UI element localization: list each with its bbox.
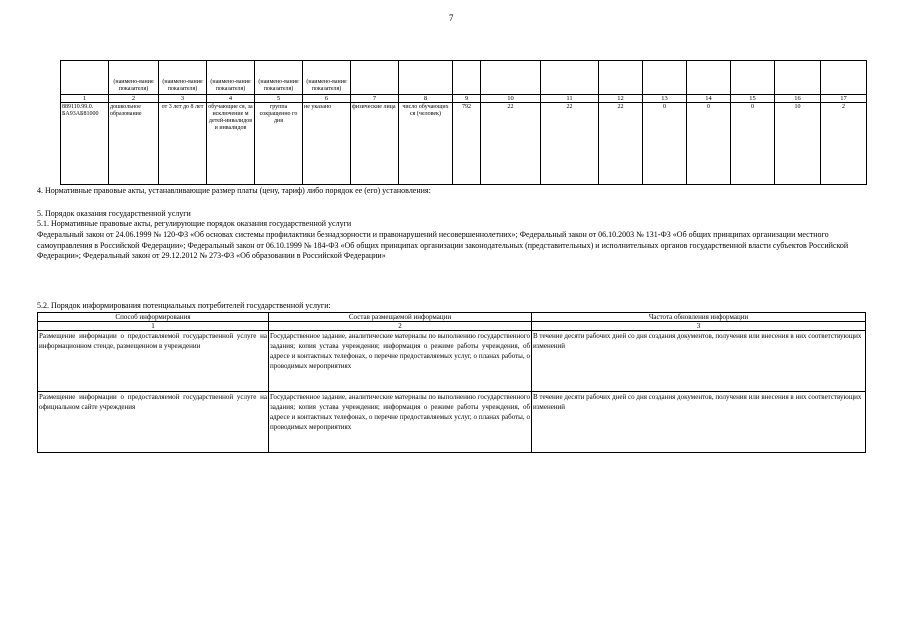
- registry-code: 889110.99.0. БА93АБ81000: [61, 103, 109, 185]
- section-5-heading: 5. Порядок оказания государственной услуги: [37, 209, 191, 218]
- table-cell: Размещение информации о предоставляемой государственной услуге на официальном сайте учреждения: [38, 392, 269, 453]
- section-5-1-laws: Федеральный закон от 24.06.1999 № 120-ФЗ «Об основах системы профилактики безнадзорности и правонарушений несовершеннолетних»; Федеральный закон от 06.10.2003 № 131-ФЗ «Об общих принципах организации местного самоуправления в Российской Федерации»; Федеральный закон от 06.10.1999 № 184-ФЗ «Об общих принципах организации законодательных (представительных) и исполнительных органов государственной власти субъектов Российской Федерации»; Федеральный закон от 29.12.2012 № 273-ФЗ «Об образовании в Российской Федерации»: [37, 230, 849, 260]
- table-cell: 0: [731, 103, 775, 185]
- column-number: 10: [481, 95, 541, 103]
- table-row: [61, 103, 867, 185]
- header-cell: Способ информирования: [38, 313, 269, 322]
- table-row: [38, 392, 866, 453]
- table-cell: 2: [821, 103, 867, 185]
- header-cell: Частота обновления информации: [532, 313, 866, 322]
- table-cell: группа сокращенно го дня: [255, 103, 303, 185]
- column-number: 9: [453, 95, 481, 103]
- table-cell: Государственное задание, аналитические материалы по выполнению государственного задания; копия устава учреждения; информация о режиме работы учреждения, об адресе и контактных телефонах, о перечне предоставляемых услуг, о планах работы, о проводимых мероприятиях: [269, 331, 532, 392]
- column-number-row: [61, 95, 867, 103]
- column-number: 14: [687, 95, 731, 103]
- header-cell: (наимено-вание показателя): [255, 61, 303, 95]
- table-cell: дошкольное образование: [109, 103, 159, 185]
- information-table: [37, 312, 866, 453]
- table-cell: 0: [687, 103, 731, 185]
- table-cell: не указано: [303, 103, 351, 185]
- table-cell: 10: [775, 103, 821, 185]
- table-cell: 22: [541, 103, 599, 185]
- header-cell: (наимено-вание показателя): [207, 61, 255, 95]
- table-cell: В течение десяти рабочих дней со дня создания документов, получения или внесения в них соответствующих изменений: [532, 331, 866, 392]
- header-cell: (наимено-вание показателя): [159, 61, 207, 95]
- column-number: 15: [731, 95, 775, 103]
- header-cell: (наимено-вание показателя): [303, 61, 351, 95]
- table-cell: 22: [599, 103, 643, 185]
- column-number: 4: [207, 95, 255, 103]
- table-cell: число обучающих ся (человек): [399, 103, 453, 185]
- column-number: 11: [541, 95, 599, 103]
- column-number: 8: [399, 95, 453, 103]
- table-row: [38, 331, 866, 392]
- column-number: 6: [303, 95, 351, 103]
- section-5-1-heading: 5.1. Нормативные правовые акты, регулирующие порядок оказания государственной услуги: [37, 219, 352, 228]
- column-number-row: [38, 322, 866, 331]
- indicators-table: [60, 60, 867, 185]
- table-cell: Размещение информации о предоставляемой государственной услуге на информационном стенде, размещенном в учреждении: [38, 331, 269, 392]
- header-row: [61, 61, 867, 95]
- table-cell: от 3 лет до 8 лет: [159, 103, 207, 185]
- page-number: 7: [449, 13, 454, 23]
- table-cell: 0: [643, 103, 687, 185]
- column-number: 1: [61, 95, 109, 103]
- column-number: 3: [532, 322, 866, 331]
- table-cell: обучающие ся, за исключение м детей-инвалидов и инвалидов: [207, 103, 255, 185]
- header-row: [38, 313, 866, 322]
- column-number: 2: [269, 322, 532, 331]
- column-number: 1: [38, 322, 269, 331]
- table-cell: Государственное задание, аналитические материалы по выполнению государственного задания; копия устава учреждения; информация о режиме работы учреждения, об адресе и контактных телефонах, о перечне предоставляемых услуг, о планах работы, о проводимых мероприятиях: [269, 392, 532, 453]
- column-number: 17: [821, 95, 867, 103]
- column-number: 3: [159, 95, 207, 103]
- table-cell: В течение десяти рабочих дней со дня создания документов, получения или внесения в них соответствующих изменений: [532, 392, 866, 453]
- table-cell: 22: [481, 103, 541, 185]
- column-number: 5: [255, 95, 303, 103]
- section-5-2-heading: 5.2. Порядок информирования потенциальных потребителей государственной услуги:: [37, 301, 331, 310]
- column-number: 12: [599, 95, 643, 103]
- header-cell: (наимено-вание показателя): [109, 61, 159, 95]
- column-number: 2: [109, 95, 159, 103]
- table-cell: физические лица: [351, 103, 399, 185]
- column-number: 16: [775, 95, 821, 103]
- header-cell: Состав размещаемой информации: [269, 313, 532, 322]
- section-4-heading: 4. Нормативные правовые акты, устанавливающие размер платы (цену, тариф) либо порядок ее (его) установления:: [37, 186, 431, 195]
- table-cell: 792: [453, 103, 481, 185]
- column-number: 7: [351, 95, 399, 103]
- column-number: 13: [643, 95, 687, 103]
